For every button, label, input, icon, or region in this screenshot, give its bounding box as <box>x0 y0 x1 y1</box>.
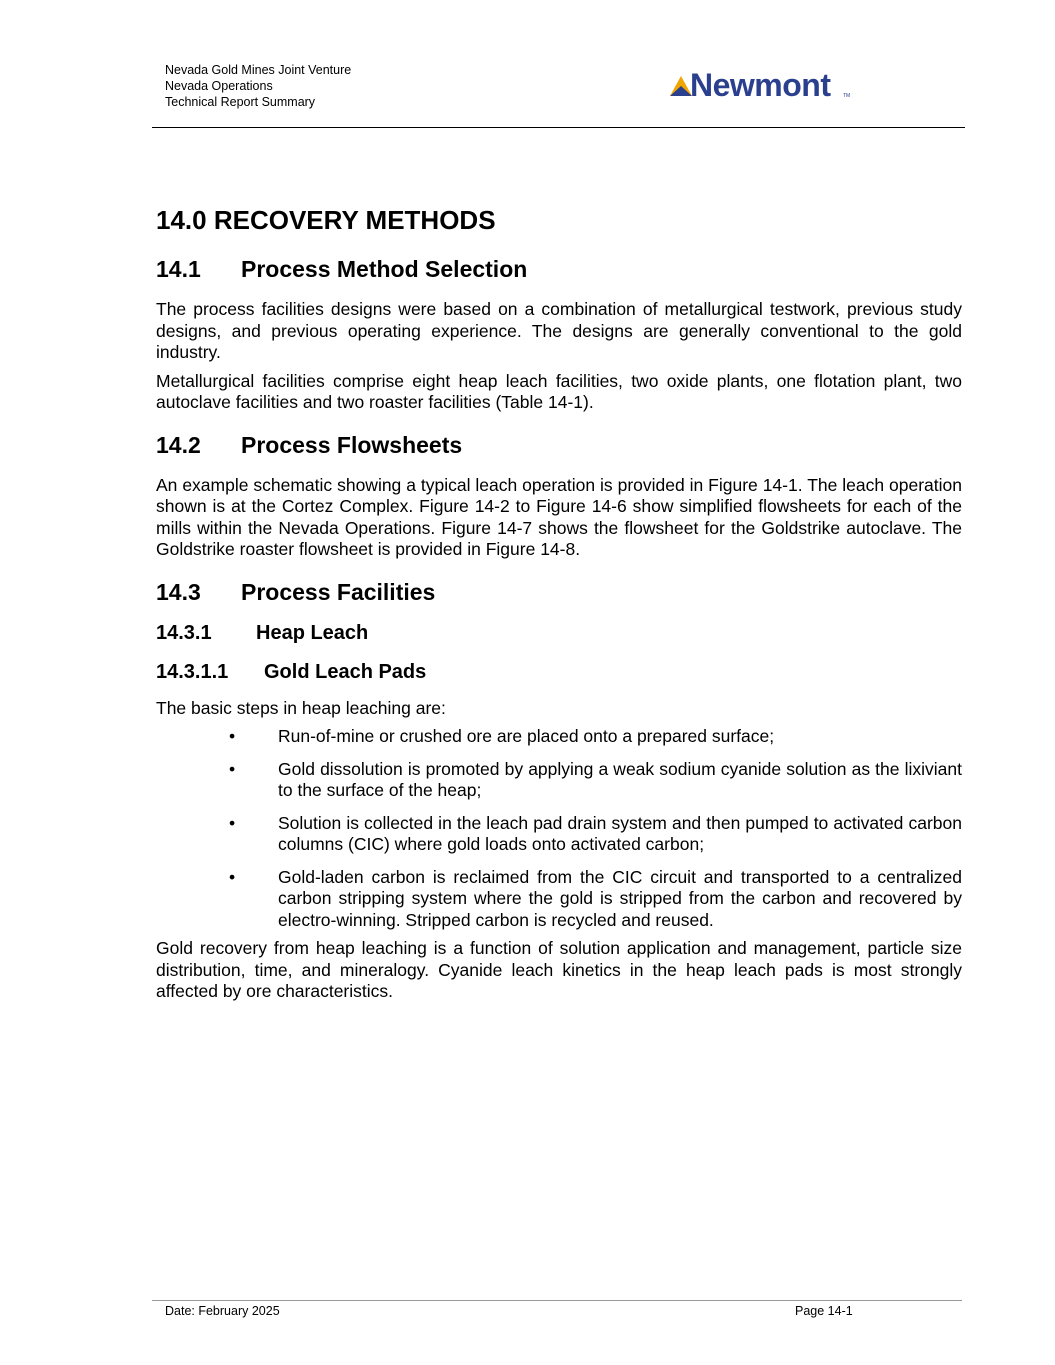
list-item-text: Solution is collected in the leach pad drain system and then pumped to activated carbon columns (CIC) where gold loads onto activated carbon; <box>278 812 962 854</box>
header-report-type: Technical Report Summary <box>165 95 316 109</box>
paragraph: Gold recovery from heap leaching is a function of solution application and management, particle size distribution, time, and mineralogy. Cyanide leach kinetics in the heap leach pads is most strongly affected by ore characteristics. <box>156 938 962 1001</box>
list-item <box>156 759 962 802</box>
header-divider <box>152 127 965 128</box>
paragraph: An example schematic showing a typical leach operation is provided in Figure 14-1. The leach operation shown is at the Cortez Complex. Figure 14-2 to Figure 14-6 show simplified flowsheets for each of the mills within the Nevada Operations. Figure 14-7 shows the flowsheet for the Goldstrike autoclave. The Goldstrike roaster flowsheet is provided in Figure 14-8. <box>156 474 962 559</box>
section-number: 14.1 <box>156 256 201 282</box>
list-item <box>156 867 962 932</box>
list-item-text: Gold-laden carbon is reclaimed from the CIC circuit and transported to a centralized carbon stripping system where the gold is stripped from the carbon and recovered by electro-winning. Stripped carbon is recycled and reused. <box>278 866 962 930</box>
subsection-number: 14.3.1 <box>156 621 212 644</box>
section-title: Process Method Selection <box>241 256 528 282</box>
section-heading-14-2 <box>156 432 962 459</box>
list-item <box>156 726 962 748</box>
footer-divider <box>152 1300 962 1301</box>
report-header <box>165 62 351 110</box>
bullet-icon: • <box>229 758 236 779</box>
logo-wordmark: Newmont <box>690 67 831 103</box>
section-heading-14-1 <box>156 256 962 283</box>
paragraph: Metallurgical facilities comprise eight heap leach facilities, two oxide plants, one flotation plant, two autoclave facilities and two roaster facilities (Table 14-1). <box>156 370 962 412</box>
document-body <box>156 200 962 1010</box>
list-item-text: Run-of-mine or crushed ore are placed onto a prepared surface; <box>278 726 775 746</box>
section-number: 14.2 <box>156 431 201 458</box>
section-number: 14.3 <box>156 578 201 605</box>
footer-page-number: Page 14-1 <box>795 1304 853 1318</box>
page-title: 14.0 RECOVERY METHODS <box>156 205 496 235</box>
subsection-number: 14.3.1.1 <box>156 660 229 683</box>
logo-trademark: TM <box>843 93 851 99</box>
footer-date: Date: February 2025 <box>165 1304 280 1318</box>
section-title: Process Flowsheets <box>241 431 463 458</box>
subsection-heading-14-3-1 <box>156 622 962 645</box>
bullet-icon: • <box>229 726 236 746</box>
header-company: Nevada Gold Mines Joint Venture <box>165 63 352 77</box>
section-title: Process Facilities <box>241 578 436 605</box>
heap-leach-steps-list <box>156 726 962 931</box>
bullet-icon: • <box>229 866 236 887</box>
header-operations: Nevada Operations <box>165 79 273 93</box>
list-item <box>156 813 962 856</box>
list-item-text: Gold dissolution is promoted by applying a weak sodium cyanide solution as the lixiviant to the surface of the heap; <box>278 758 962 800</box>
subsection-title: Gold Leach Pads <box>264 660 427 683</box>
paragraph: The process facilities designs were based on a combination of metallurgical testwork, previous study designs, and previous operating experience. The designs are generally conventional to the gold industry. <box>156 299 962 362</box>
subsection-title: Heap Leach <box>256 621 369 644</box>
subsection-heading-14-3-1-1 <box>156 661 962 684</box>
paragraph: The basic steps in heap leaching are: <box>156 697 446 718</box>
bullet-icon: • <box>229 812 236 833</box>
newmont-logo-icon <box>670 68 692 102</box>
section-heading-14-3 <box>156 579 962 606</box>
